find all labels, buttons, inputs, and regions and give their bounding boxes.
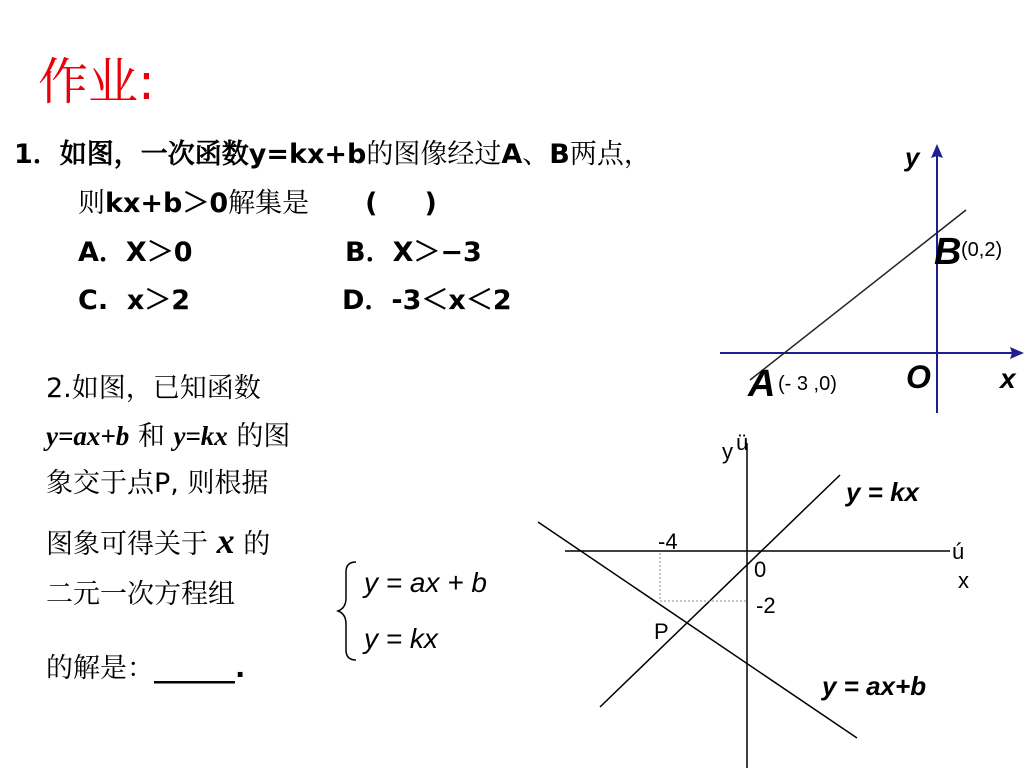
q1-point-a-label: A: [748, 363, 776, 405]
q2-y-glyph: ü: [736, 430, 749, 455]
q2-line-axb-label: y = ax+b: [822, 671, 927, 701]
q1-suffix: 两点，: [569, 139, 651, 170]
system-brace: [338, 562, 356, 660]
q1-point-b: B: [549, 139, 570, 170]
q1-option-a: A．X＞0: [78, 237, 193, 268]
q2-answer-blank: ______.: [154, 653, 246, 684]
q1-option-b: B．X＞−3: [345, 237, 482, 268]
page-title: 作业:: [38, 53, 155, 111]
system-equation-2: y = kx: [364, 623, 438, 654]
q1-line2: [78, 181, 437, 220]
system-equation-1: y = ax + b: [364, 567, 487, 598]
q2-line5: 二元一次方程组: [46, 579, 235, 610]
q2-tick-x: -4: [658, 529, 678, 554]
q1-option-d: D．-3＜x＜2: [342, 285, 512, 316]
q2-line1: 2.如图，已知函数: [46, 373, 261, 404]
q2-line3: 象交于点P, 则根据: [46, 468, 269, 499]
q1-point-b-label: B: [934, 231, 962, 273]
q1-answer-bracket: ( ): [365, 188, 437, 219]
q2-line-kx: [600, 475, 840, 707]
q2-line2-end: 的图: [227, 421, 291, 452]
q2-x-glyph: ú: [952, 539, 965, 564]
q2-point-p-label: P: [654, 619, 669, 644]
q1-origin-label: O: [906, 359, 931, 395]
q2-line4-suffix: 的: [243, 529, 271, 560]
q2-and: 和: [129, 421, 174, 452]
q2-graph: [530, 425, 1024, 768]
q2-func-axb: y=ax+b: [46, 421, 130, 451]
q1-option-c: C. x＞2: [78, 285, 191, 316]
q2-func-kx: y=kx: [173, 421, 228, 451]
q1-x-label: x: [1000, 363, 1016, 394]
q2-x-label: x: [958, 568, 969, 593]
q1-line2-suffix: 解集是: [228, 188, 310, 219]
q1-point-a: A: [501, 139, 523, 170]
q1-line2-prefix: 则: [78, 188, 105, 219]
q1-mid: 的图像经过: [366, 139, 502, 170]
q1-prefix: 1．如图，一次函数: [14, 139, 249, 170]
q2-tick-y: -2: [756, 593, 776, 618]
q2-line4: [46, 520, 270, 562]
q2-variable-x: x: [216, 521, 235, 561]
q2-line-kx-label: y = kx: [846, 477, 920, 507]
q1-point-b-coords: (0,2): [961, 239, 1003, 261]
q2-line-axb: [538, 522, 857, 738]
q2-line6: [46, 646, 245, 685]
q1-x-arrow: [1010, 347, 1024, 359]
q1-function: y=kx+b: [248, 139, 367, 170]
q2-line6-text: 的解是：: [46, 653, 154, 684]
q1-inequality: kx+b＞0: [105, 188, 229, 219]
q1-sep: 、: [522, 139, 550, 170]
q1-graph: [700, 130, 1024, 420]
q2-y-label: y: [722, 439, 733, 464]
q1-point-a-coords: (- 3 ,0): [778, 373, 837, 395]
q2-origin-label: 0: [754, 557, 767, 582]
q1-line1: [14, 132, 651, 171]
q2-equation-system: [336, 556, 536, 666]
q2-line2: [46, 414, 290, 453]
q2-line4-prefix: 图象可得关于: [46, 529, 208, 560]
q1-y-label: y: [905, 142, 920, 172]
q1-y-arrow: [931, 144, 943, 158]
